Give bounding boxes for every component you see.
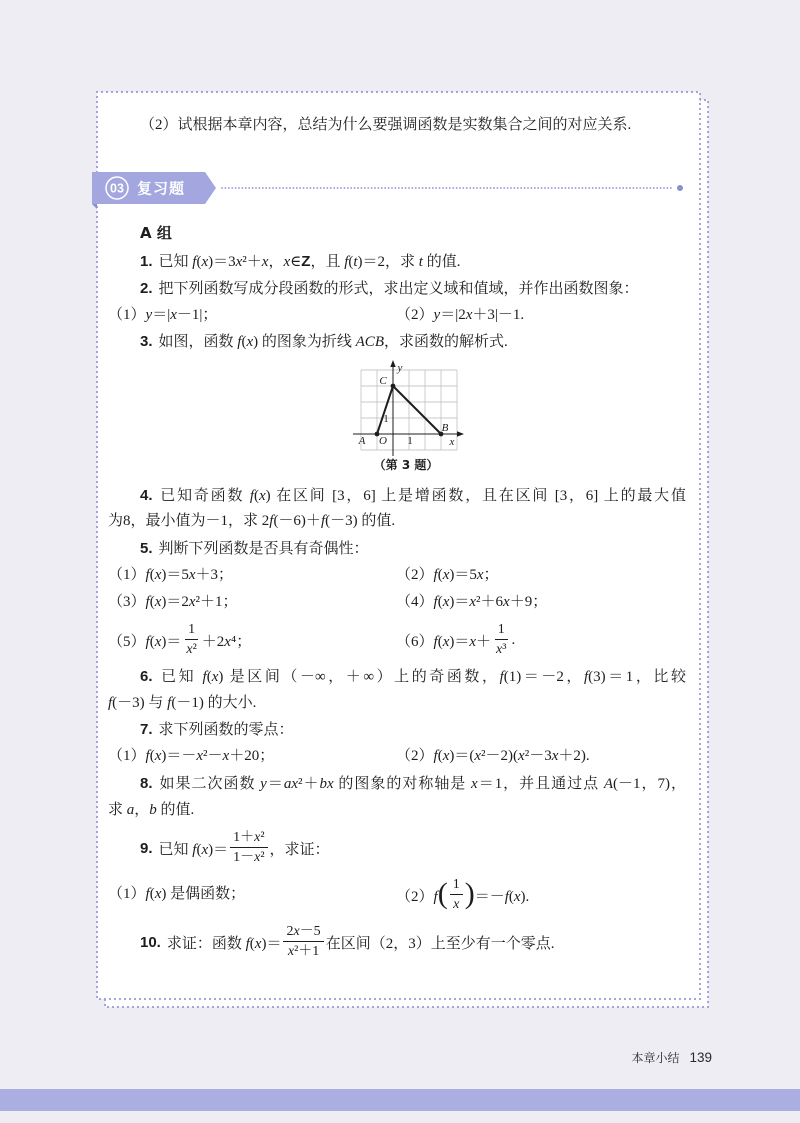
close-paren: ) bbox=[464, 877, 475, 910]
problem-6-continued bbox=[108, 690, 256, 717]
label-x-unit: 1 bbox=[407, 435, 413, 447]
chapter-section-label: 本章小结 bbox=[631, 1050, 680, 1065]
problem-text: ，求证： bbox=[269, 841, 330, 858]
fraction bbox=[493, 621, 509, 659]
problem-7-sub-2 bbox=[396, 743, 590, 770]
problem-5-sub-2 bbox=[396, 562, 499, 589]
section-rule-end-dot bbox=[677, 185, 683, 191]
problem-5-sub-1 bbox=[108, 562, 233, 589]
problem-number: 4. bbox=[140, 487, 153, 504]
problem-text: 已知奇函数 f(x) 在区间 [3，6] 上是增函数，且在区间 [3，6] 上的最大值 bbox=[158, 488, 686, 504]
problem-text: 在区间（2，3）上至少有一个零点. bbox=[325, 935, 555, 952]
problem-5 bbox=[140, 535, 369, 562]
fraction bbox=[450, 876, 463, 914]
problem-text: 已知 f(x) 是区间（－∞，＋∞）上的奇函数，f(1)＝－2，f(3)＝1，比较 bbox=[158, 669, 686, 685]
integer-set-symbol: Z bbox=[301, 253, 311, 270]
fraction-numerator: 1＋x² bbox=[230, 829, 267, 848]
section-number: 03 bbox=[110, 181, 124, 196]
fraction-numerator: 1 bbox=[450, 876, 463, 895]
fraction-denominator: 1－x² bbox=[233, 850, 265, 865]
fraction-denominator: x bbox=[453, 897, 460, 912]
label-x-axis: x bbox=[449, 436, 455, 448]
label-y-axis: y bbox=[397, 362, 403, 374]
y-axis-arrow bbox=[390, 360, 395, 367]
problem-text: 如果二次函数 y＝ax²＋bx 的图象的对称轴是 x＝1，并且通过点 A(－1，7)， bbox=[158, 776, 686, 792]
sub-item-text: （2）f(x)＝(x²－2)(x²－3x＋2). bbox=[396, 748, 590, 764]
group-a-label: A 组 bbox=[140, 224, 172, 242]
problem-5-sub-3 bbox=[108, 589, 238, 616]
problem-text: 把下列函数写成分段函数的形式，求出定义域和值域，并作出函数图象： bbox=[158, 281, 639, 297]
problem-9-sub-2 bbox=[396, 871, 529, 919]
problem-5-sub-5 bbox=[108, 616, 251, 664]
label-point-c: C bbox=[379, 375, 387, 387]
sub-item-text: （2）f bbox=[396, 888, 438, 905]
problem-text: 已知 f(x)＝ bbox=[158, 841, 229, 858]
intro-text: （2）试根据本章内容，总结为什么要强调函数是实数集合之间的对应关系. bbox=[140, 117, 632, 133]
problem-8-continued bbox=[108, 797, 194, 824]
problem-number: 8. bbox=[140, 775, 153, 792]
problem-7-sub-1 bbox=[108, 743, 274, 770]
fraction-denominator: x²＋1 bbox=[287, 944, 320, 959]
section-header bbox=[85, 165, 690, 215]
problem-number: 6. bbox=[140, 668, 153, 685]
problem-number: 2. bbox=[140, 280, 153, 297]
problem-2-sub-1 bbox=[108, 302, 217, 329]
problem-5-sub-6 bbox=[396, 616, 515, 664]
problem-number: 1. bbox=[140, 253, 153, 270]
problem-number: 5. bbox=[140, 540, 153, 557]
problem-3 bbox=[140, 328, 508, 355]
label-point-b: B bbox=[441, 422, 449, 434]
sub-item-text: （2）f(x)＝5x； bbox=[396, 567, 499, 583]
label-origin: O bbox=[379, 435, 387, 447]
figure-caption: （第 3 题） bbox=[373, 458, 439, 472]
problem-text: 求下列函数的零点： bbox=[158, 722, 294, 738]
problem-1 bbox=[140, 248, 460, 275]
section-tab-fold bbox=[92, 204, 97, 209]
problem-7 bbox=[140, 716, 294, 743]
sub-item-text: （2）y＝|2x＋3|－1. bbox=[396, 307, 525, 323]
problem-text: 已知 f(x)＝3x²＋x，x∈ bbox=[158, 254, 302, 270]
bottom-color-band bbox=[0, 1089, 800, 1111]
problem-2 bbox=[140, 275, 639, 302]
label-y-unit: 1 bbox=[383, 413, 389, 425]
x-axis-arrow bbox=[457, 431, 464, 436]
sub-item-text: （4）f(x)＝x²＋6x＋9； bbox=[396, 594, 548, 610]
point-c bbox=[391, 384, 396, 389]
problem-text: 求证：函数 f(x)＝ bbox=[166, 935, 282, 952]
fraction bbox=[230, 829, 267, 867]
sub-item-text: （1）f(x) 是偶函数； bbox=[108, 886, 246, 902]
sub-item-text: ＋2x⁴； bbox=[201, 633, 252, 650]
page-number: 139 bbox=[689, 1049, 712, 1065]
page-footer bbox=[631, 1045, 712, 1069]
problem-text: 为8，最小值为－1，求 2f(－6)＋f(－3) 的值. bbox=[108, 513, 396, 529]
fraction-denominator: x² bbox=[186, 642, 197, 657]
problem-5-sub-4 bbox=[396, 589, 547, 616]
sub-item-text: . bbox=[511, 631, 516, 648]
sub-item-text: ＝－f(x). bbox=[474, 888, 530, 905]
problem-number: 3. bbox=[140, 333, 153, 350]
fraction bbox=[183, 621, 199, 659]
fraction-denominator: x³ bbox=[496, 642, 507, 657]
graph-problem-3 bbox=[340, 356, 470, 458]
sub-item-text: （5）f(x)＝ bbox=[108, 633, 182, 650]
group-heading bbox=[140, 220, 172, 247]
sub-item-text: （6）f(x)＝x＋ bbox=[396, 633, 492, 650]
open-paren: ( bbox=[437, 877, 448, 910]
problem-2-sub-2 bbox=[396, 302, 524, 329]
problem-6 bbox=[140, 663, 686, 690]
sub-item-text: （1）y＝|x－1|； bbox=[108, 307, 218, 323]
problem-9 bbox=[140, 824, 330, 872]
problem-text: 求 a，b 的值. bbox=[108, 802, 195, 818]
intro-question-2 bbox=[140, 112, 631, 139]
fraction-numerator: 1 bbox=[495, 621, 508, 640]
problem-text: 判断下列函数是否具有奇偶性： bbox=[158, 541, 369, 557]
problem-number: 7. bbox=[140, 721, 153, 738]
sub-item-text: （1）f(x)＝－x²－x＋20； bbox=[108, 748, 275, 764]
problem-text: f(－3) 与 f(－1) 的大小. bbox=[108, 695, 257, 711]
sub-item-text: （3）f(x)＝2x²＋1； bbox=[108, 594, 238, 610]
problem-4-continued bbox=[108, 508, 395, 535]
problem-number: 9. bbox=[140, 839, 153, 857]
problem-10 bbox=[140, 918, 554, 966]
label-point-a: A bbox=[358, 435, 366, 447]
fraction-numerator: 2x－5 bbox=[283, 923, 323, 942]
section-title: 复习题 bbox=[137, 179, 186, 198]
problem-9-sub-1 bbox=[108, 881, 245, 908]
sub-item-text: （1）f(x)＝5x＋3； bbox=[108, 567, 234, 583]
problem-8 bbox=[140, 770, 686, 797]
problem-text: 如图，函数 f(x) 的图象为折线 ACB，求函数的解析式. bbox=[158, 334, 508, 350]
problem-number: 10. bbox=[140, 933, 161, 951]
problem-4 bbox=[140, 482, 686, 509]
fraction bbox=[283, 923, 323, 961]
problem-text: ，且 f(t)＝2，求 t 的值. bbox=[310, 254, 461, 270]
fraction-numerator: 1 bbox=[185, 621, 198, 640]
